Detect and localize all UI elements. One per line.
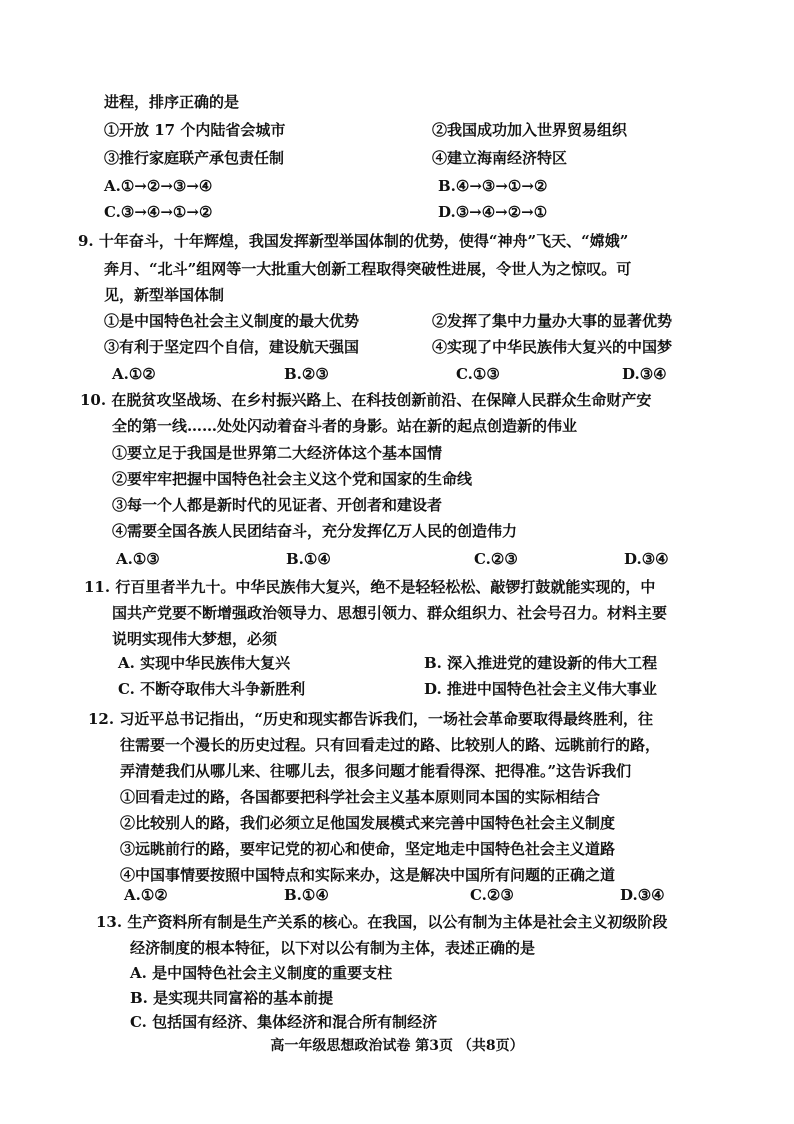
q9-choice-a: A.①②	[112, 365, 156, 383]
q11-stem-line-2: 国共产党要不断增强政治领导力、思想引领力、群众组织力、社会号召力。材料主要	[112, 604, 668, 622]
q12-choice-b: B.①④	[284, 886, 329, 904]
q8-item-3: ③推行家庭联产承包责任制	[104, 149, 285, 167]
q8-choice-c: C.③→④→①→②	[104, 203, 213, 221]
q10-choice-d: D.③④	[624, 550, 669, 568]
q8-choice-d: D.③→④→②→①	[438, 203, 548, 221]
q9-item-4: ④实现了中华民族伟大复兴的中国梦	[432, 338, 673, 356]
q12-item-2: ②比较别人的路，我们必须立足他国发展模式来完善中国特色社会主义制度	[120, 814, 616, 832]
q9-item-3: ③有利于坚定四个自信，建设航天强国	[104, 338, 360, 356]
q12-choice-a: A.①②	[124, 886, 168, 904]
q11-stem-line-1: 11. 行百里者半九十。中华民族伟大复兴，绝不是轻轻松松、敲锣打鼓就能实现的，中	[84, 578, 656, 596]
q13-stem-line-2: 经济制度的根本特征，以下对以公有制为主体，表述正确的是	[130, 939, 536, 957]
q13-stem-line-1: 13. 生产资料所有制是生产关系的核心。在我国，以公有制为主体是社会主义初级阶段	[96, 913, 668, 931]
q12-stem-line-2: 往需要一个漫长的历史过程。只有回看走过的路、比较别人的路、远眺前行的路，	[120, 736, 661, 754]
q11-choice-a: A. 实现中华民族伟大复兴	[118, 654, 291, 672]
q10-choice-b: B.①④	[286, 550, 331, 568]
q8-choice-b: B.④→③→①→②	[438, 177, 548, 195]
q10-item-2: ②要牢牢把握中国特色社会主义这个党和国家的生命线	[112, 470, 473, 488]
q10-stem-line-1: 10. 在脱贫攻坚战场、在乡村振兴路上、在科技创新前沿、在保障人民群众生命财产安	[80, 391, 652, 409]
q11-choice-d: D. 推进中国特色社会主义伟大事业	[424, 680, 657, 698]
q9-stem-line-3: 见，新型举国体制	[104, 286, 225, 304]
q8-choice-a: A.①→②→③→④	[104, 177, 213, 195]
q9-choice-b: B.②③	[284, 365, 329, 383]
q9-stem-line-1: 9. 十年奋斗，十年辉煌，我国发挥新型举国体制的优势，使得“神舟”飞天、“嫦娥”	[78, 232, 629, 250]
q8-item-4: ④建立海南经济特区	[432, 149, 568, 167]
q11-choice-c: C. 不断夺取伟大斗争新胜利	[118, 680, 306, 698]
q12-choice-d: D.③④	[620, 886, 665, 904]
q9-stem-line-2: 奔月、“北斗”组网等一大批重大创新工程取得突破性进展，令世人为之惊叹。可	[104, 260, 632, 278]
q10-item-3: ③每一个人都是新时代的见证者、开创者和建设者	[112, 496, 443, 514]
q10-choice-a: A.①③	[116, 550, 160, 568]
q8-item-2: ②我国成功加入世界贸易组织	[432, 121, 628, 139]
q12-item-4: ④中国事情要按照中国特点和实际来办，这是解决中国所有问题的正确之道	[120, 866, 616, 884]
q13-choice-c: C. 包括国有经济、集体经济和混合所有制经济	[130, 1013, 438, 1031]
q11-stem-line-3: 说明实现伟大梦想，必须	[112, 630, 278, 648]
q8-item-1: ①开放 17 个内陆省会城市	[104, 121, 286, 139]
q11-choice-b: B. 深入推进党的建设新的伟大工程	[424, 654, 658, 672]
q13-choice-a: A. 是中国特色社会主义制度的重要支柱	[130, 964, 393, 982]
q12-item-3: ③远眺前行的路，要牢记党的初心和使命，坚定地走中国特色社会主义道路	[120, 840, 616, 858]
q13-choice-b: B. 是实现共同富裕的基本前提	[130, 989, 334, 1007]
q10-stem-line-2: 全的第一线……处处闪动着奋斗者的身影。站在新的起点创造新的伟业	[112, 417, 578, 435]
q8-stem-tail: 进程，排序正确的是	[104, 93, 240, 111]
q12-stem-line-1: 12. 习近平总书记指出，“历史和现实都告诉我们，一场社会革命要取得最终胜利，往	[88, 710, 653, 728]
q9-choice-d: D.③④	[622, 365, 667, 383]
q10-choice-c: C.②③	[474, 550, 518, 568]
page-footer: 高一年级思想政治试卷 第3页 （共8页）	[270, 1038, 524, 1054]
q10-item-4: ④需要全国各族人民团结奋斗，充分发挥亿万人民的创造伟力	[112, 522, 518, 540]
q9-item-1: ①是中国特色社会主义制度的最大优势	[104, 312, 360, 330]
q9-item-2: ②发挥了集中力量办大事的显著优势	[432, 312, 673, 330]
q9-choice-c: C.①③	[456, 365, 500, 383]
q12-choice-c: C.②③	[470, 886, 514, 904]
q10-item-1: ①要立足于我国是世界第二大经济体这个基本国情	[112, 444, 443, 462]
q12-item-1: ①回看走过的路，各国都要把科学社会主义基本原则同本国的实际相结合	[120, 788, 601, 806]
q12-stem-line-3: 弄清楚我们从哪儿来、往哪儿去，很多问题才能看得深、把得准。”这告诉我们	[120, 762, 632, 780]
